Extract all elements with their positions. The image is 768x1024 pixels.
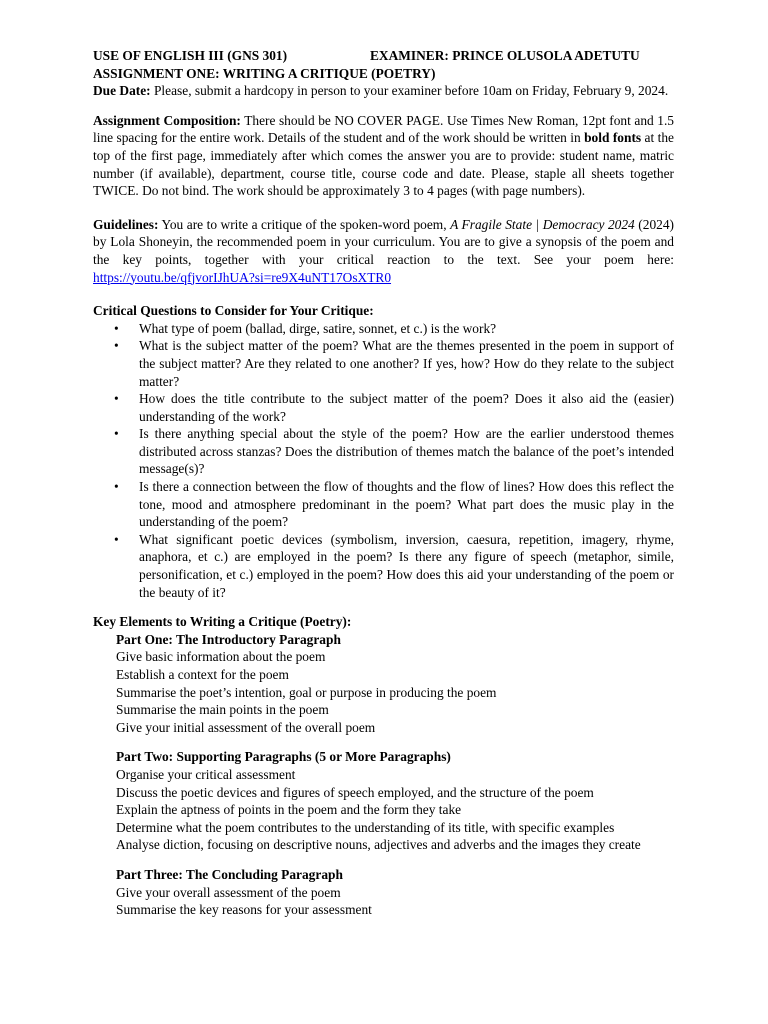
- due-date-paragraph: [93, 82, 674, 100]
- part-two-section: [93, 748, 674, 854]
- part-title: Part One: The Introductory Paragraph: [116, 631, 341, 647]
- composition-text-1: There should be NO COVER PAGE. Use Times New Roman, 12pt font and 1.5 line spacing for the entire work. Details of the student and of the work should be written in: [93, 112, 674, 146]
- bullet-icon: •: [114, 320, 119, 336]
- critical-questions-heading: Critical Questions to Consider for Your Critique:: [93, 303, 374, 319]
- composition-bold-text: bold fonts: [584, 130, 642, 146]
- question-text: How does the title contribute to the subject matter of the poem? Does it also aid the (easier) understanding of the work?: [139, 391, 674, 424]
- part-line: Summarise the main points in the poem: [116, 702, 329, 718]
- part-line: Give basic information about the poem: [116, 649, 326, 665]
- due-date-label: Due Date:: [93, 83, 151, 99]
- bullet-icon: •: [114, 426, 119, 442]
- guidelines-paragraph: [93, 216, 674, 286]
- part-line: Give your overall assessment of the poem: [116, 884, 341, 900]
- guidelines-text-1: You are to write a critique of the spoken-word poem,: [158, 216, 451, 232]
- composition-text-2: at the top of the first page, immediately after which comes the answer you are to provide: student name, matric number (if available), department, course title, course code and date. Please, staple all sheets together TWICE. Do not bind. The work should be approximately 3 to 4 pages (with page numbers).: [93, 130, 674, 199]
- question-text: What significant poetic devices (symbolism, inversion, caesura, repetition, imagery, rhyme, anaphora, et c.) are employed in the poem? Is there any figure of speech (metaphor, simile, personification, et c.) employed in the poem? How does this aid your understanding of the poem or the beauty of it?: [139, 531, 674, 600]
- part-line: Give your initial assessment of the overall poem: [116, 719, 376, 735]
- part-one-section: [93, 631, 674, 737]
- bullet-icon: •: [114, 531, 119, 547]
- part-line: Summarise the key reasons for your assessment: [116, 902, 372, 918]
- examiner-name: EXAMINER: PRINCE OLUSOLA ADETUTU: [370, 48, 640, 63]
- document-header: [93, 47, 674, 65]
- poem-title: A Fragile State | Democracy 2024: [450, 216, 635, 232]
- question-text: What type of poem (ballad, dirge, satire, sonnet, et c.) is the work?: [139, 320, 497, 336]
- guidelines-label: Guidelines:: [93, 216, 159, 232]
- question-text: What is the subject matter of the poem? What are the themes presented in the poem in support of the subject matter? Are they related to one another? If yes, how? How do they relate to the subject matter?: [139, 338, 674, 389]
- list-item: [93, 531, 674, 601]
- critical-questions-list: [93, 320, 674, 602]
- bullet-icon: •: [114, 391, 119, 407]
- due-date-text: Please, submit a hardcopy in person to your examiner before 10am on Friday, February 9, 2024.: [150, 83, 669, 99]
- bullet-icon: •: [114, 479, 119, 495]
- guidelines-text-2: (2024) by Lola Shoneyin, the recommended poem in your curriculum. You are to give a synopsis of the poem and the key points, together with your critical reaction to the text. See your poem here:: [93, 216, 674, 267]
- bullet-icon: •: [114, 338, 119, 354]
- part-line: Establish a context for the poem: [116, 667, 289, 682]
- list-item: [93, 337, 674, 390]
- composition-paragraph: [93, 112, 674, 200]
- composition-label: Assignment Composition:: [93, 112, 241, 128]
- part-three-section: [93, 866, 674, 919]
- part-line: Discuss the poetic devices and figures of speech employed, and the structure of the poem: [116, 784, 594, 800]
- poem-video-link[interactable]: https://youtu.be/qfjvorIJhUA?si=re9X4uNT17OsXTR0: [93, 269, 392, 285]
- part-line: Analyse diction, focusing on descriptive nouns, adjectives and adverbs and the images they create: [116, 837, 641, 853]
- list-item: [93, 478, 674, 531]
- assignment-title: ASSIGNMENT ONE: WRITING A CRITIQUE (POETRY): [93, 65, 436, 81]
- part-line: Determine what the poem contributes to the understanding of its title, with specific examples: [116, 819, 615, 835]
- question-text: Is there anything special about the style of the poem? How are the earlier understood themes distributed across stanzas? Does the distribution of themes match the balance of the poet’s intended message(s)?: [139, 426, 674, 477]
- key-elements-heading: Key Elements to Writing a Critique (Poetry):: [93, 614, 352, 630]
- part-line: Organise your critical assessment: [116, 766, 296, 782]
- list-item: [93, 390, 674, 425]
- list-item: [93, 425, 674, 478]
- part-title: Part Three: The Concluding Paragraph: [116, 866, 343, 882]
- question-text: Is there a connection between the flow of thoughts and the flow of lines? How does this reflect the tone, mood and atmosphere predominant in the poem? What part does the music play in the understanding of the poem?: [139, 479, 674, 530]
- part-line: Summarise the poet’s intention, goal or purpose in producing the poem: [116, 684, 497, 700]
- course-title: USE OF ENGLISH III (GNS 301): [93, 48, 288, 63]
- assignment-document: [93, 47, 674, 919]
- part-line: Explain the aptness of points in the poem and the form they take: [116, 802, 462, 818]
- part-title: Part Two: Supporting Paragraphs (5 or More Paragraphs): [116, 749, 451, 765]
- list-item: [93, 320, 674, 338]
